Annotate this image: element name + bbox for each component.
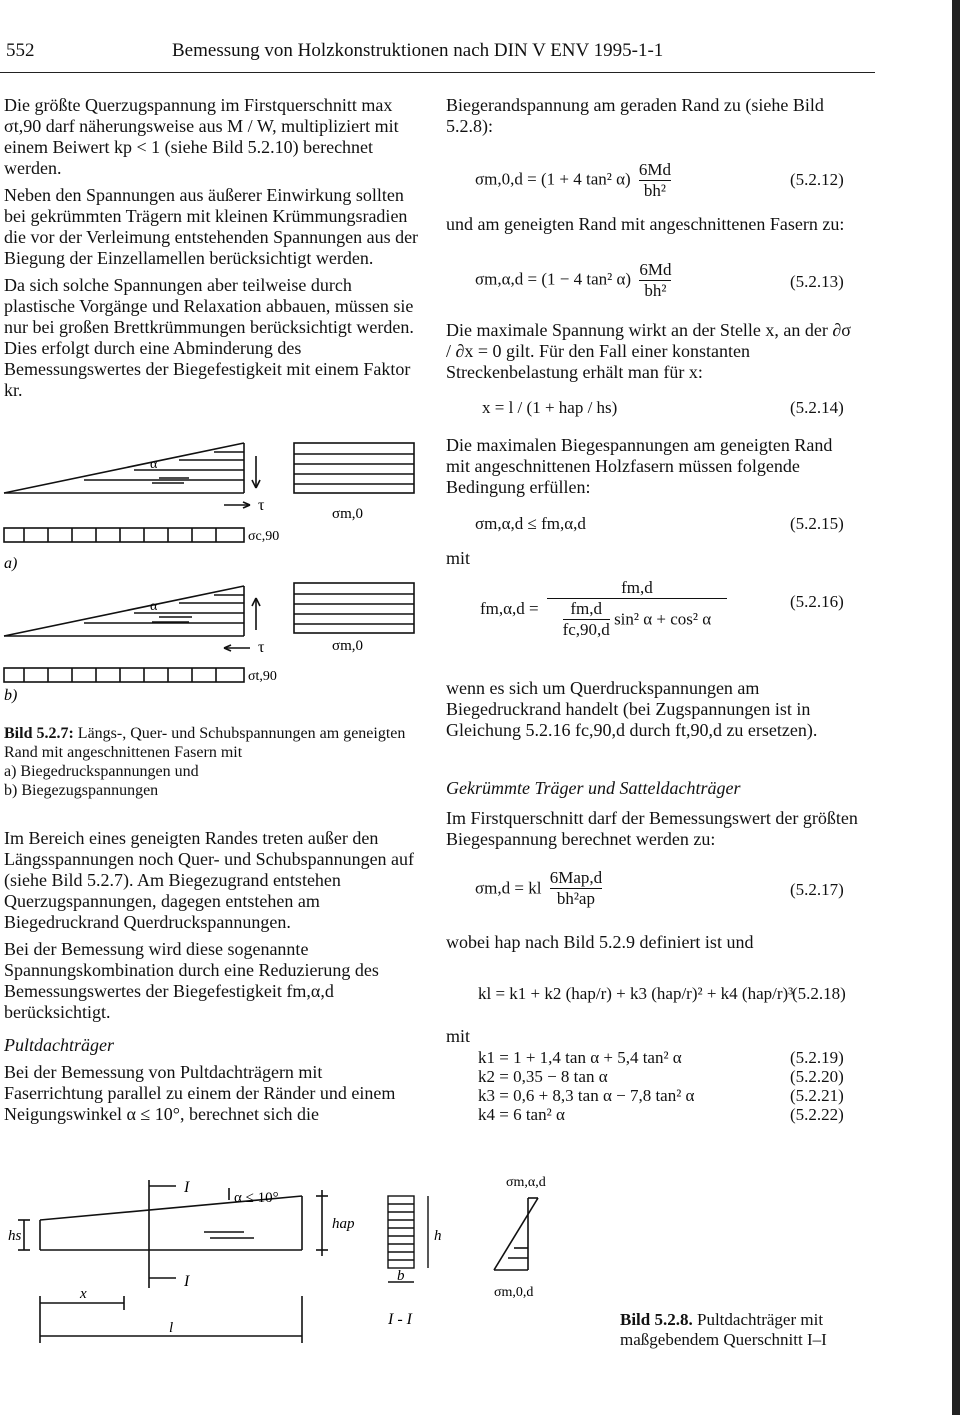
paragraph: Neben den Spannungen aus äußerer Einwirkung sollten bei gekrümmten Trägern mit kleinen Krümmungsradien die vor der Verleimung entstehenden Spannungen aus der Biegung der Einzellamellen berücksichtigt werden. [4, 185, 419, 268]
perp-stress-b [4, 668, 244, 682]
eq-inner-den: fc,90,d [562, 620, 610, 639]
eq-numerator: 6Md [638, 160, 672, 179]
b-label: b [397, 1268, 405, 1284]
eq-inner-num: fm,d [563, 599, 610, 620]
eq-tail: sin² α + cos² α [614, 609, 712, 629]
section-heading: Gekrümmte Träger und Satteldachträger [446, 778, 741, 798]
equation-5-2-12 [475, 160, 671, 201]
paragraph: Bei der Bemessung von Pultdachträgern mit Faserrichtung parallel zu einem der Ränder und einem Neigungswinkel α ≤ 10°, berechnet sich die [4, 1062, 396, 1124]
sigma-c90-label: σc,90 [248, 529, 280, 544]
equation-5-2-16 [480, 578, 727, 640]
equation-5-2-15: σm,α,d ≤ fm,α,d [475, 514, 586, 533]
sigma-m0d-label: σm,0,d [494, 1285, 534, 1300]
paragraph: Da sich solche Spannungen aber teilweise durch plastische Vorgänge und Relaxation abbauen, müssen sie nur bei großen Brettkrümmungen berücksichtigt werden. Dies erfolgt durch eine Abminderung des Bemessungswertes der Biegefestigkeit mit einem Faktor kr. [4, 275, 414, 400]
eq-fraction [639, 260, 671, 301]
wedge-b [4, 586, 260, 651]
section-label: I - I [388, 1311, 412, 1328]
eq-numerator: 6Map,d [549, 868, 603, 887]
eq-lhs: σm,d = kl [475, 878, 542, 898]
equation-number: (5.2.19) [790, 1048, 844, 1067]
stress-block-b [294, 583, 414, 633]
k-line: k3 = 0,6 + 8,3 tan α − 7,8 tan² α [478, 1086, 695, 1105]
eq-lhs: σm,0,d = (1 + 4 tan² α) [475, 169, 631, 189]
label-b: b) [4, 687, 18, 704]
hap-label: hap [332, 1216, 355, 1232]
equation-number: (5.2.21) [790, 1086, 844, 1105]
mit-label: mit [446, 1026, 471, 1046]
eq-fraction [639, 160, 671, 201]
paragraph: Im Bereich eines geneigten Randes treten außer den Längsspannungen noch Quer- und Schubspannungen auf (siehe Bild 5.2.7). Am Biegezugrand entstehen Querzugspannungen, dagegen entstehen am Biegedruckrand Querdruckspannungen. [4, 828, 415, 932]
caption-item-b: b) Biegezugspannungen [4, 782, 159, 799]
tau-label: τ [258, 497, 265, 514]
x-label: x [80, 1286, 87, 1302]
caption-label: Bild 5.2.8. [620, 1310, 693, 1329]
right-paragraph: Biegerandspannung am geraden Rand zu (siehe Bild 5.2.8): [446, 95, 824, 136]
equation-number: (5.2.15) [790, 514, 844, 533]
equation-number: (5.2.16) [790, 592, 844, 611]
header-rule [0, 72, 875, 73]
stress-diagram [494, 1198, 538, 1270]
equation-5-2-17 [475, 868, 602, 909]
sigma-m0-label: σm,0 [332, 638, 364, 654]
equation-number: (5.2.20) [790, 1067, 844, 1086]
paragraph: Bei der Bemessung wird diese sogenannte Spannungskombination durch eine Reduzierung des Bemessungswertes der Biegefestigkeit fm,α,d berücksichtigt. [4, 939, 379, 1022]
right-paragraph: wobei hap nach Bild 5.2.9 definiert ist und [446, 932, 754, 952]
equation-5-2-13 [475, 260, 671, 301]
stress-block-a [294, 443, 414, 493]
caption-item-a: a) Biegedruckspannungen und [4, 763, 199, 780]
tau-label: τ [258, 639, 265, 656]
caption-text: Pultdachträger mit maßgebendem Querschnitt I–I [620, 1310, 827, 1349]
alpha-limit-label: α ≤ 10° [234, 1190, 279, 1206]
equation-number: (5.2.17) [790, 880, 844, 899]
tapered-beam [18, 1180, 328, 1343]
section-mark: I [184, 1179, 190, 1196]
left-column-bottom [4, 828, 424, 1131]
page-number: 552 [6, 40, 35, 61]
h-label: h [434, 1228, 442, 1244]
section-heading: Pultdachträger [4, 1035, 114, 1055]
running-title: Bemessung von Holzkonstruktionen nach DIN V ENV 1995-1-1 [172, 40, 664, 61]
eq-denominator: bh²ap [556, 889, 595, 908]
right-paragraph: Die maximale Spannung wirkt an der Stelle x, an der ∂σ / ∂x = 0 gilt. Für den Fall einer konstanten Streckenbelastung erhält man für x: [446, 320, 851, 382]
caption-label: Bild 5.2.7: [4, 725, 74, 742]
equation-number: (5.2.14) [790, 398, 844, 417]
section-mark: I [184, 1273, 190, 1290]
k-line: k1 = 1 + 1,4 tan α + 5,4 tan² α [478, 1048, 682, 1067]
hs-label: hs [8, 1228, 22, 1244]
eq-numerator: 6Md [639, 260, 672, 279]
perp-stress-a [4, 528, 244, 542]
eq-inner-fraction [563, 599, 610, 640]
right-paragraph: Im Firstquerschnitt darf der Bemessungswert der größten Biegespannung berechnet werden zu: [446, 808, 858, 849]
k-equation-numbers [790, 1048, 844, 1124]
figure-5-2-8 [4, 1175, 604, 1358]
figure-5-2-8-caption [620, 1310, 865, 1350]
cross-section [388, 1196, 428, 1282]
mit-label: mit [446, 548, 471, 568]
equation-number: (5.2.18) [792, 984, 846, 1003]
alpha-label: α [150, 599, 158, 614]
left-column-top [4, 95, 424, 407]
caption-text: Längs-, Quer- und Schubspannungen am geneigten Rand mit angeschnittenen Fasern mit [4, 725, 406, 761]
equation-number: (5.2.22) [790, 1105, 844, 1124]
eq-lhs: fm,α,d = [480, 599, 539, 618]
alpha-label: α [150, 457, 158, 472]
figure-5-2-7 [4, 438, 424, 728]
figure-5-2-7-caption [4, 724, 424, 800]
right-paragraph: wenn es sich um Querdruckspannungen am Biegedruckrand handelt (bei Zugspannungen ist in Gleichung 5.2.16 fc,90,d durch ft,90,d zu ersetzen). [446, 678, 818, 740]
sigma-mad-label: σm,α,d [506, 1175, 546, 1190]
eq-lhs: σm,α,d = (1 − 4 tan² α) [475, 269, 632, 289]
sigma-m0-label: σm,0 [332, 506, 364, 522]
eq-numerator: fm,d [547, 578, 727, 599]
equation-number: (5.2.13) [790, 272, 844, 291]
l-label: l [169, 1320, 174, 1336]
eq-fraction [550, 868, 602, 909]
k-line: k4 = 6 tan² α [478, 1105, 565, 1124]
eq-fraction [547, 578, 727, 640]
equation-5-2-14: x = l / (1 + hap / hs) [482, 398, 618, 417]
equation-5-2-18: kl = k1 + k2 (hap/r) + k3 (hap/r)² + k4 (hap/r)³ [478, 984, 794, 1003]
label-a: a) [4, 555, 18, 572]
eq-denominator: bh² [643, 181, 667, 200]
sigma-t90-label: σt,90 [248, 669, 277, 684]
k-line: k2 = 0,35 − 8 tan α [478, 1067, 608, 1086]
equation-number: (5.2.12) [790, 170, 844, 189]
right-paragraph: Die maximalen Biegespannungen am geneigten Rand mit angeschnittenen Holzfasern müssen folgende Bedingung erfüllen: [446, 435, 833, 497]
k-equations [478, 1048, 694, 1124]
right-paragraph: und am geneigten Rand mit angeschnittenen Fasern zu: [446, 214, 845, 234]
scan-edge-dark [952, 0, 960, 1415]
eq-denominator: bh² [644, 281, 667, 300]
wedge-a [4, 443, 260, 508]
paragraph: Die größte Querzugspannung im Firstquerschnitt max σt,90 darf näherungsweise aus M / W, multipliziert mit einem Beiwert kp < 1 (siehe Bild 5.2.10) berechnet werden. [4, 95, 399, 178]
